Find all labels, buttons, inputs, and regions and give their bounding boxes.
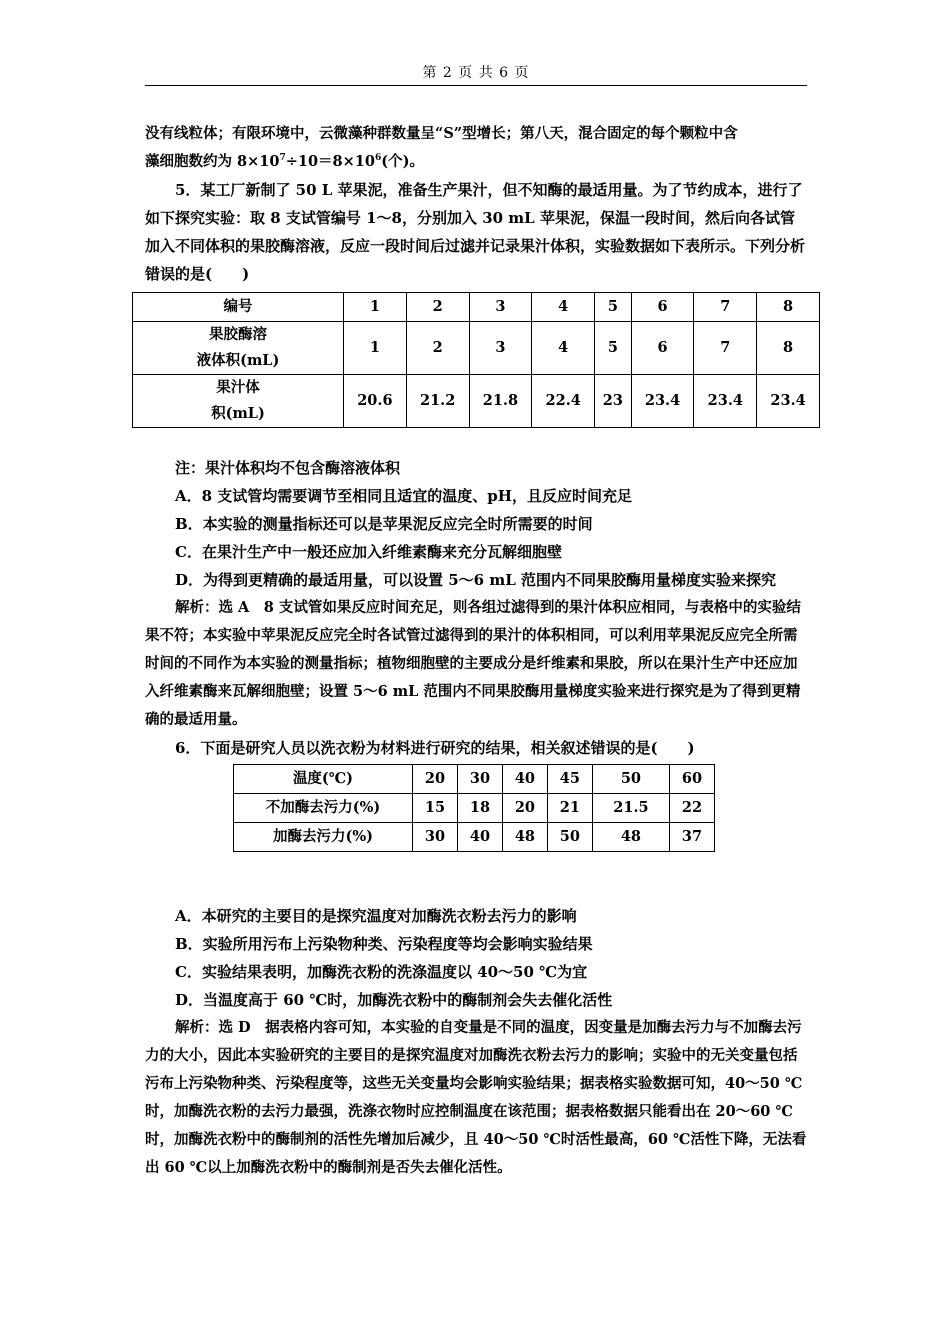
table-cell: 15	[413, 794, 458, 823]
q6-analysis: 解析：选 D 据表格内容可知，本实验的自变量是不同的温度，因变量是加酶去污力与不加酶去污力的大小，因此本实验研究的主要目的是探究温度对加酶洗衣粉去污力的影响；实验中的无关变量包括污布上污染物种类、污染程度等，这些无关变量均会影响实验结果；据表格实验数据可知，40～50 ℃时，加酶洗衣粉的去污力最强，洗涤衣物时应控制温度在该范围；据表格数据只能看出在 20～60 ℃时，加酶洗衣粉中的酶制剂的活性先增加后减少，且 40～50 ℃时活性最高，60 ℃活性下降，无法看出 60 ℃以上加酶洗衣粉中的酶制剂是否失去催化活性。	[145, 1019, 807, 1176]
table-cell: 20.6	[344, 375, 407, 428]
table-cell: 21.8	[469, 375, 532, 428]
question-6-stem: 6．下面是研究人员以洗衣粉为材料进行研究的结果，相关叙述错误的是( )	[175, 739, 695, 757]
table-cell: 50	[592, 765, 669, 794]
exponent-6: 6	[374, 153, 382, 164]
table-cell: 23.4	[757, 375, 820, 428]
intro-line2-mid: ÷10＝8×10	[285, 153, 375, 170]
page-header: 第 2 页 共 6 页	[422, 65, 530, 81]
table-cell: 23.4	[694, 375, 757, 428]
table-cell: 2	[406, 293, 469, 322]
q6-option-d: D．当温度高于 60 ℃时，加酶洗衣粉中的酶制剂会失去催化活性	[175, 991, 613, 1009]
q5-option-b: B．本实验的测量指标还可以是苹果泥反应完全时所需要的时间	[175, 515, 593, 533]
table-cell: 40	[502, 765, 547, 794]
row-label-line: 液体积(mL)	[196, 352, 280, 369]
intro-line2-pre: 藻细胞数约为 8×10	[145, 153, 280, 170]
table-cell: 5	[595, 322, 632, 375]
intro-line2-post: (个)。	[381, 153, 424, 170]
row-label-line: 果汁体	[216, 379, 260, 396]
q5-table-note: 注：果汁体积均不包含酶溶液体积	[175, 459, 401, 477]
table-cell: 40	[457, 823, 502, 852]
table-cell: 23	[595, 375, 632, 428]
table-cell: 5	[595, 293, 632, 322]
table-cell: 1	[344, 293, 407, 322]
q6-option-a: A．本研究的主要目的是探究温度对加酶洗衣粉去污力的影响	[175, 907, 577, 925]
table-cell: 18	[457, 794, 502, 823]
table-row	[133, 322, 820, 375]
table-row	[133, 375, 820, 428]
table-cell: 2	[406, 322, 469, 375]
row-label-temperature: 温度(℃)	[234, 765, 413, 794]
table-cell: 8	[757, 322, 820, 375]
table-cell: 7	[694, 322, 757, 375]
table-cell: 22.4	[532, 375, 595, 428]
table-cell: 21	[547, 794, 592, 823]
header-divider	[145, 85, 807, 86]
exponent-7: 7	[279, 153, 286, 164]
table-cell: 37	[669, 823, 714, 852]
table-row	[133, 293, 820, 322]
table-cell: 30	[413, 823, 458, 852]
q5-option-c: C．在果汁生产中一般还应加入纤维素酶来充分瓦解细胞壁	[175, 543, 562, 561]
table-cell: 21.2	[406, 375, 469, 428]
table-cell: 50	[547, 823, 592, 852]
table-cell: 3	[469, 322, 532, 375]
table-cell: 45	[547, 765, 592, 794]
table-cell: 22	[669, 794, 714, 823]
row-label-enzyme-volume	[133, 322, 344, 375]
table-cell: 60	[669, 765, 714, 794]
table-row	[234, 823, 715, 852]
table-cell: 8	[757, 293, 820, 322]
q5-data-table	[132, 292, 820, 428]
table-cell: 6	[631, 322, 694, 375]
q6-option-b: B．实验所用污布上污染物种类、污染程度等均会影响实验结果	[175, 935, 593, 953]
table-cell: 21.5	[592, 794, 669, 823]
table-cell: 20	[413, 765, 458, 794]
table-cell: 30	[457, 765, 502, 794]
row-label-with-enzyme: 加酶去污力(%)	[234, 823, 413, 852]
table-cell: 1	[344, 322, 407, 375]
table-cell: 4	[532, 322, 595, 375]
table-row	[234, 765, 715, 794]
row-label-line: 果胶酶溶	[209, 326, 267, 343]
table-cell: 20	[502, 794, 547, 823]
row-label-number: 编号	[133, 293, 344, 322]
table-row	[234, 794, 715, 823]
q6-data-table	[233, 764, 715, 852]
table-cell: 7	[694, 293, 757, 322]
row-label-no-enzyme: 不加酶去污力(%)	[234, 794, 413, 823]
table-cell: 48	[502, 823, 547, 852]
table-cell: 4	[532, 293, 595, 322]
document-body	[145, 120, 807, 1182]
table-cell: 48	[592, 823, 669, 852]
question-5-stem: 5．某工厂新制了 50 L 苹果泥，准备生产果汁，但不知酶的最适用量。为了节约成本，进行了如下探究实验：取 8 支试管编号 1～8，分别加入 30 mL 苹果泥，保温一段时间，然后向各试管加入不同体积的果胶酶溶液，反应一段时间后过滤并记录果汁体积，实验数据如下表所示。下列分析错误的是( )	[145, 181, 806, 283]
table-cell: 6	[631, 293, 694, 322]
previous-analysis-continued	[145, 120, 807, 176]
q5-option-d: D．为得到更精确的最适用量，可以设置 5～6 mL 范围内不同果胶酶用量梯度实验来探究	[175, 571, 776, 589]
q5-analysis: 解析：选 A 8 支试管如果反应时间充足，则各组过滤得到的果汁体积应相同，与表格中的实验结果不符；本实验中苹果泥反应完全时各试管过滤得到的果汁的体积相同，可以利用苹果泥反应完全所需时间的不同作为本实验的测量指标；植物细胞壁的主要成分是纤维素和果胶，所以在果汁生产中还应加入纤维素酶来瓦解细胞壁；设置 5～6 mL 范围内不同果胶酶用量梯度实验来进行探究是为了得到更精确的最适用量。	[145, 599, 801, 728]
row-label-line: 积(mL)	[211, 405, 265, 422]
table-cell: 23.4	[631, 375, 694, 428]
table-cell: 3	[469, 293, 532, 322]
q5-option-a: A．8 支试管均需要调节至相同且适宜的温度、pH，且反应时间充足	[175, 487, 632, 505]
q6-option-c: C．实验结果表明，加酶洗衣粉的洗涤温度以 40～50 ℃为宜	[175, 963, 588, 981]
row-label-juice-volume	[133, 375, 344, 428]
intro-line1: 没有线粒体；有限环境中，云微藻种群数量呈“S”型增长；第八天，混合固定的每个颗粒中含	[145, 125, 738, 142]
